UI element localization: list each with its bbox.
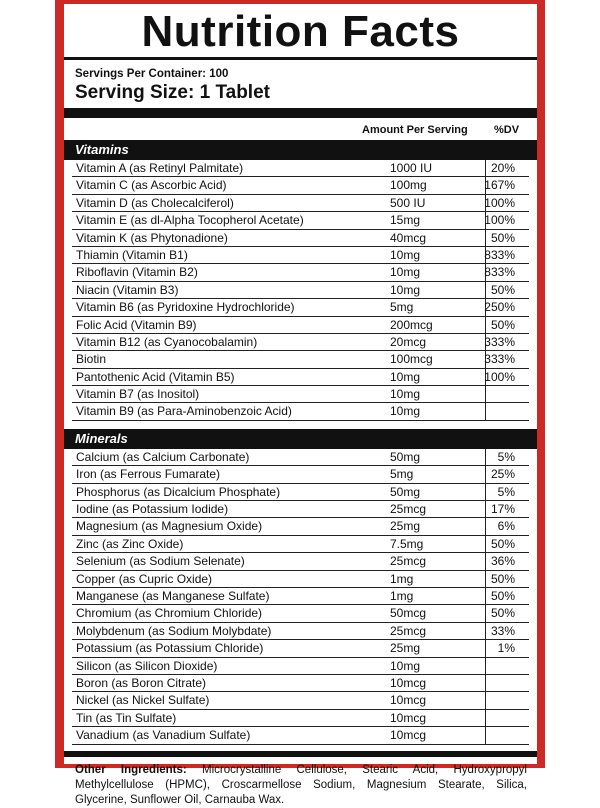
nutrient-row [72,369,529,386]
nutrient-dv: 833% [484,265,515,280]
section-header-minerals: Minerals [64,429,537,449]
nutrient-dv: 36% [490,554,515,569]
nutrient-amount: 10mg [390,658,421,673]
nutrient-dv: 6% [497,519,515,534]
dv-header: %DV [494,124,520,136]
column-divider [485,553,486,569]
nutrient-dv: 100% [484,195,515,210]
column-divider [485,501,486,517]
nutrient-name: Thiamin (Vitamin B1) [76,247,188,262]
column-divider [485,623,486,639]
servings-per-container: Servings Per Container: 100 [75,68,229,80]
nutrient-row [72,553,529,570]
nutrient-dv: 25% [490,467,515,482]
column-header [64,118,537,140]
nutrient-row [72,177,529,194]
nutrient-name: Vitamin B9 (as Para-Aminobenzoic Acid) [76,404,292,419]
nutrient-name: Potassium (as Potassium Chloride) [76,641,264,656]
nutrient-name: Iodine (as Potassium Iodide) [76,502,229,517]
nutrient-row [72,692,529,709]
nutrient-amount: 100mg [390,178,427,193]
column-divider [485,317,486,333]
nutrient-row [72,195,529,212]
nutrient-row [72,658,529,675]
nutrient-row [72,640,529,657]
nutrient-name: Iron (as Ferrous Fumarate) [76,467,221,482]
nutrient-dv: 50% [490,536,515,551]
nutrient-dv: 50% [490,571,515,586]
label-title: Nutrition Facts [141,7,460,56]
nutrient-name: Pantothenic Acid (Vitamin B5) [76,369,235,384]
nutrient-dv: 100% [484,213,515,228]
nutrient-amount: 50mg [390,449,421,464]
column-divider [485,160,486,176]
nutrient-row [72,710,529,727]
nutrient-name: Vitamin B12 (as Cyanocobalamin) [76,334,258,349]
column-divider [485,403,486,419]
column-divider [485,588,486,604]
nutrient-name: Vitamin A (as Retinyl Palmitate) [76,161,244,175]
nutrient-name: Vitamin B6 (as Pyridoxine Hydrochloride) [76,300,295,315]
nutrient-name: Copper (as Cupric Oxide) [76,571,213,586]
nutrient-name: Zinc (as Zinc Oxide) [76,536,184,551]
nutrient-row [72,536,529,553]
nutrient-row [72,334,529,351]
nutrient-amount: 40mcg [390,230,427,245]
column-divider [485,640,486,656]
nutrient-name: Niacin (Vitamin B3) [76,282,179,297]
other-ingredients-text: Microcrystalline Cellulose, Stearic Acid, Hydroxypropyl Methylcellulose (HPMC), Croscarmellose Sodium, Magnesium Stearate, Silica, Glycerine, Sunflower Oil, Carnauba Wax. [75,763,527,806]
nutrient-name: Vitamin E (as dl-Alpha Tocopherol Acetate) [76,213,304,228]
nutrient-row [72,230,529,247]
nutrient-dv: 50% [490,230,515,245]
section-gap [64,421,537,429]
nutrient-amount: 1000 IU [390,161,433,175]
column-divider [485,675,486,691]
nutrient-name: Selenium (as Sodium Selenate) [76,554,245,569]
nutrient-amount: 20mcg [390,334,427,349]
nutrient-amount: 25mcg [390,554,427,569]
column-divider [485,386,486,402]
nutrient-row [72,675,529,692]
nutrient-dv: 50% [490,282,515,297]
nutrient-name: Tin (as Tin Sulfate) [76,710,177,725]
nutrient-row [72,588,529,605]
nutrient-amount: 25mcg [390,502,427,517]
nutrient-name: Vanadium (as Vanadium Sulfate) [76,728,251,743]
nutrient-dv: 1% [497,641,515,656]
nutrient-row [72,160,529,177]
nutrient-amount: 5mg [390,300,414,315]
nutrient-amount: 10mg [390,247,421,262]
nutrient-amount: 100mcg [390,352,433,367]
nutrient-name: Folic Acid (Vitamin B9) [76,317,197,332]
nutrient-amount: 10mg [390,404,421,419]
nutrient-row [72,212,529,229]
nutrient-row [72,501,529,518]
column-divider [485,727,486,743]
nutrient-name: Vitamin C (as Ascorbic Acid) [76,178,227,193]
nutrient-row [72,247,529,264]
nutrient-amount: 7.5mg [390,536,424,551]
nutrient-row [72,605,529,622]
nutrient-amount: 10mg [390,387,421,402]
nutrient-dv: 167% [484,178,515,193]
nutrient-row [72,571,529,588]
nutrient-row [72,466,529,483]
serving-size: Serving Size: 1 Tablet [75,82,270,103]
nutrient-row [72,484,529,501]
nutrient-name: Phosphorus (as Dicalcium Phosphate) [76,484,281,499]
column-divider [485,536,486,552]
nutrient-amount: 10mcg [390,710,427,725]
column-divider [485,449,486,465]
nutrient-dv: 100% [484,369,515,384]
nutrient-amount: 10mg [390,282,421,297]
nutrient-row [72,264,529,281]
nutrient-amount: 1mg [390,588,414,603]
nutrient-amount: 10mg [390,369,421,384]
nutrient-amount: 200mcg [390,317,433,332]
nutrient-name: Biotin [76,352,107,367]
nutrient-name: Nickel (as Nickel Sulfate) [76,693,210,708]
nutrient-row [72,518,529,535]
thick-rule [64,108,537,118]
nutrient-amount: 10mcg [390,675,427,690]
nutrient-dv: 833% [484,247,515,262]
nutrient-dv: 50% [490,317,515,332]
nutrient-sections [64,140,537,745]
nutrient-row [72,727,529,744]
column-divider [485,484,486,500]
other-ingredients [64,757,537,808]
nutrient-row [72,623,529,640]
nutrient-name: Vitamin K (as Phytonadione) [76,230,228,245]
nutrient-row [72,351,529,368]
nutrient-dv: 5% [497,449,515,464]
nutrient-row [72,449,529,466]
column-divider [485,571,486,587]
nutrient-dv: 333% [484,352,515,367]
nutrient-amount: 25mg [390,519,421,534]
column-divider [485,466,486,482]
nutrient-name: Magnesium (as Magnesium Oxide) [76,519,263,534]
nutrient-name: Silicon (as Silicon Dioxide) [76,658,218,673]
nutrient-row [72,299,529,316]
nutrient-dv: 20% [490,161,515,175]
nutrient-amount: 25mcg [390,623,427,638]
nutrient-row [72,386,529,403]
nutrient-amount: 50mcg [390,606,427,621]
nutrient-row [72,282,529,299]
nutrient-name: Vitamin B7 (as Inositol) [76,387,200,402]
nutrient-name: Riboflavin (Vitamin B2) [76,265,198,280]
column-divider [485,230,486,246]
nutrient-name: Calcium (as Calcium Carbonate) [76,449,250,464]
other-ingredients-label: Other Ingredients: [75,763,187,776]
nutrient-amount: 10mcg [390,728,427,743]
nutrient-dv: 50% [490,588,515,603]
nutrient-amount: 10mg [390,265,421,280]
nutrient-name: Manganese (as Manganese Sulfate) [76,588,270,603]
column-divider [485,692,486,708]
nutrient-amount: 500 IU [390,195,426,210]
nutrient-dv: 33% [490,623,515,638]
nutrient-amount: 5mg [390,467,414,482]
nutrient-name: Vitamin D (as Cholecalciferol) [76,195,234,210]
column-divider [485,282,486,298]
column-divider [485,605,486,621]
column-divider [485,658,486,674]
column-divider [485,518,486,534]
nutrient-amount: 10mcg [390,693,427,708]
nutrient-amount: 50mg [390,484,421,499]
nutrient-amount: 15mg [390,213,421,228]
nutrient-dv: 5% [497,484,515,499]
column-divider [485,710,486,726]
nutrition-label [64,4,537,806]
nutrient-row [72,317,529,334]
nutrient-name: Chromium (as Chromium Chloride) [76,606,263,621]
nutrient-row [72,403,529,420]
nutrient-amount: 1mg [390,571,414,586]
amount-header: Amount Per Serving [362,124,468,136]
nutrient-name: Boron (as Boron Citrate) [76,675,207,690]
nutrient-dv: 333% [484,334,515,349]
nutrient-dv: 250% [484,300,515,315]
nutrient-dv: 50% [490,606,515,621]
nutrient-name: Molybdenum (as Sodium Molybdate) [76,623,272,638]
nutrient-amount: 25mg [390,641,421,656]
nutrient-dv: 17% [490,502,515,517]
section-header-vitamins: Vitamins [64,140,537,160]
